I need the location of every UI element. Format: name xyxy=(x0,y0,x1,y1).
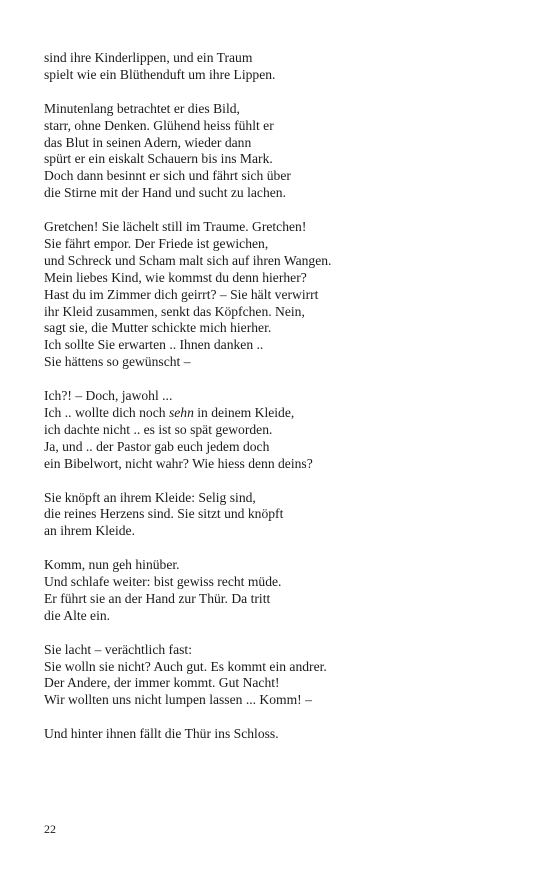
text-line xyxy=(44,151,514,168)
text-line xyxy=(44,320,514,337)
line-text: das Blut in seinen Adern, wieder dann xyxy=(44,134,252,150)
text-line xyxy=(44,422,514,439)
text-line xyxy=(44,456,514,473)
text-line xyxy=(44,574,514,591)
text-line xyxy=(44,101,514,118)
text-line xyxy=(44,523,514,540)
line-text: Komm, nun geh hinüber. xyxy=(44,557,180,573)
line-text: sind ihre Kinderlippen, und ein Traum xyxy=(44,50,253,65)
line-text: Mein liebes Kind, wie kommst du denn hierher? xyxy=(44,269,307,285)
line-text: an ihrem Kleide. xyxy=(44,523,135,539)
page-number: 22 xyxy=(44,822,56,836)
line-text: Sie lacht – verächtlich fast: xyxy=(44,641,192,657)
line-text: Und hinter ihnen fällt die Thür ins Schloss. xyxy=(44,726,279,742)
line-text: Und schlafe weiter: bist gewiss recht müde. xyxy=(44,574,282,590)
stanza xyxy=(44,490,514,541)
line-text: Der Andere, der immer kommt. Gut Nacht! xyxy=(44,675,280,691)
text-line xyxy=(44,304,514,321)
text-line xyxy=(44,219,514,236)
text-line xyxy=(44,557,514,574)
line-text: Minutenlang betrachtet er dies Bild, xyxy=(44,100,240,116)
text-line xyxy=(44,118,514,135)
line-text: starr, ohne Denken. Glühend heiss fühlt er xyxy=(44,117,274,133)
poem-text xyxy=(44,50,514,760)
text-line xyxy=(44,135,514,152)
text-line xyxy=(44,405,514,422)
line-text: Ja, und .. der Pastor gab euch jedem doch xyxy=(44,438,270,454)
italic-word: sehn xyxy=(168,404,194,420)
line-text: Er führt sie an der Hand zur Thür. Da tritt xyxy=(44,590,271,606)
line-text: ein Bibelwort, nicht wahr? Wie hiess denn deins? xyxy=(44,455,313,471)
line-text: und Schreck und Scham malt sich auf ihren Wangen. xyxy=(44,252,332,268)
line-text: Doch dann besinnt er sich und fährt sich über xyxy=(44,168,291,184)
line-text: spielt wie ein Blüthenduft um ihre Lippen. xyxy=(44,66,276,82)
text-line xyxy=(44,692,514,709)
text-line xyxy=(44,388,514,405)
line-text: die Alte ein. xyxy=(44,607,111,623)
stanza xyxy=(44,50,514,84)
line-text: sagt sie, die Mutter schickte mich hierher. xyxy=(44,320,272,336)
text-line xyxy=(44,439,514,456)
text-line xyxy=(44,659,514,676)
stanza xyxy=(44,557,514,625)
line-text: ich dachte nicht .. es ist so spät geworden. xyxy=(44,421,273,437)
line-text: Sie wolln sie nicht? Auch gut. Es kommt ein andrer. xyxy=(44,658,327,674)
stanza xyxy=(44,219,514,371)
line-text: die reines Herzens sind. Sie sitzt und knöpft xyxy=(44,506,284,522)
line-text: Sie fährt empor. Der Friede ist gewichen, xyxy=(44,235,269,251)
text-line xyxy=(44,642,514,659)
text-line xyxy=(44,67,514,84)
line-text: Wir wollten uns nicht lumpen lassen ... Komm! – xyxy=(44,692,312,708)
line-text: Gretchen! Sie lächelt still im Traume. Gretchen! xyxy=(44,219,307,235)
line-text: in deinem Kleide, xyxy=(193,404,295,420)
line-text: Ich?! – Doch, jawohl ... xyxy=(44,388,173,404)
stanza xyxy=(44,726,514,743)
text-line xyxy=(44,591,514,608)
stanza xyxy=(44,101,514,202)
line-text: Ich .. wollte dich noch xyxy=(44,404,169,420)
text-line xyxy=(44,50,514,67)
line-text: Hast du im Zimmer dich geirrt? – Sie hält verwirrt xyxy=(44,286,319,302)
text-line xyxy=(44,253,514,270)
line-text: Ich sollte Sie erwarten .. Ihnen danken .. xyxy=(44,337,264,353)
text-line xyxy=(44,270,514,287)
text-line xyxy=(44,287,514,304)
text-line xyxy=(44,168,514,185)
text-line xyxy=(44,185,514,202)
line-text: die Stirne mit der Hand und sucht zu lachen. xyxy=(44,185,286,201)
text-line xyxy=(44,726,514,743)
text-line xyxy=(44,354,514,371)
line-text: Sie knöpft an ihrem Kleide: Selig sind, xyxy=(44,489,256,505)
text-line xyxy=(44,608,514,625)
text-line xyxy=(44,675,514,692)
line-text: Sie hättens so gewünscht – xyxy=(44,354,191,370)
stanza xyxy=(44,388,514,473)
text-line xyxy=(44,490,514,507)
stanza xyxy=(44,642,514,710)
line-text: spürt er ein eiskalt Schauern bis ins Mark. xyxy=(44,151,273,167)
text-line xyxy=(44,506,514,523)
text-line xyxy=(44,337,514,354)
line-text: ihr Kleid zusammen, senkt das Köpfchen. Nein, xyxy=(44,303,305,319)
text-line xyxy=(44,236,514,253)
